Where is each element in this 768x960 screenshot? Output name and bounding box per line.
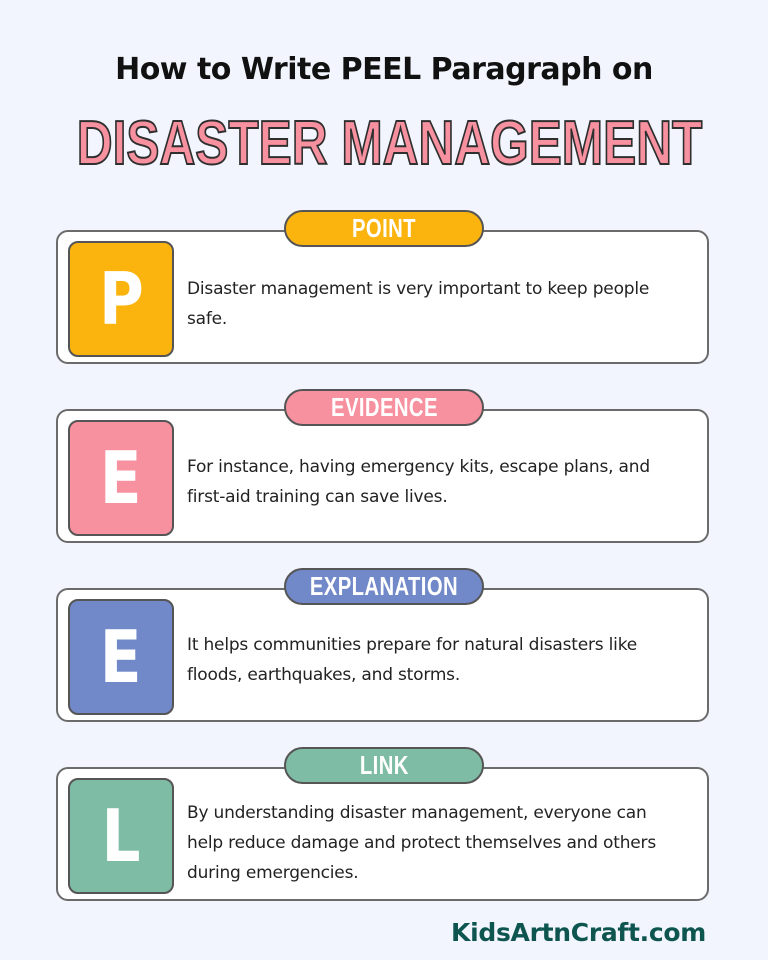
section-label-pill: [284, 210, 484, 247]
section-card: [56, 588, 709, 722]
section-label: EVIDENCE: [330, 392, 438, 422]
letter-glyph: E: [100, 615, 142, 699]
page-subtitle: How to Write PEEL Paragraph on: [115, 52, 653, 87]
letter-badge: [68, 778, 174, 894]
section-text: For instance, having emergency kits, escape plans, and first-aid training can save lives.: [187, 457, 650, 507]
page-title: DISASTER MANAGEMENT: [76, 109, 703, 178]
footer-brand: KidsArtnCraft.com: [451, 918, 706, 947]
section-text: By understanding disaster management, everyone can help reduce damage and protect themselves and others during emergencies.: [187, 803, 656, 883]
section-label-pill: [284, 747, 484, 784]
letter-badge: [68, 241, 174, 357]
section-card: [56, 767, 709, 901]
letter-badge: [68, 599, 174, 715]
section-card: [56, 230, 709, 364]
letter-glyph: L: [101, 794, 141, 878]
section-label: LINK: [359, 750, 409, 780]
letter-badge: [68, 420, 174, 536]
section-label: POINT: [352, 213, 416, 243]
section-label-pill: [284, 568, 484, 605]
section-label-pill: [284, 389, 484, 426]
section-text: Disaster management is very important to keep people safe.: [187, 279, 650, 329]
section-label: EXPLANATION: [309, 571, 459, 601]
section-card: [56, 409, 709, 543]
letter-glyph: P: [98, 257, 144, 341]
letter-glyph: E: [100, 436, 142, 520]
section-text: It helps communities prepare for natural disasters like floods, earthquakes, and storms.: [187, 635, 638, 685]
